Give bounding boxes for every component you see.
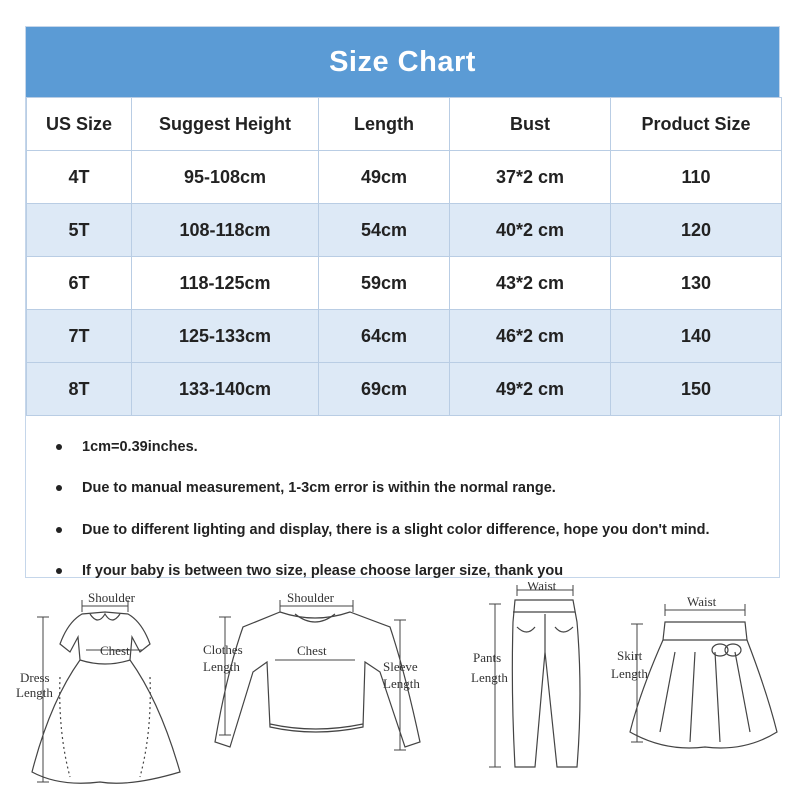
sleeve-length-label-2: Length <box>383 676 420 691</box>
cell-length: 54cm <box>319 204 450 257</box>
table-header-row <box>27 98 782 151</box>
note-item <box>56 426 779 468</box>
skirt-length-label: Skirt <box>617 648 643 663</box>
clothes-length-label-2: Length <box>203 659 240 674</box>
cell-us-size: 8T <box>27 363 132 416</box>
bullet-icon <box>56 568 62 574</box>
cell-us-size: 5T <box>27 204 132 257</box>
note-text: 1cm=0.39inches. <box>82 438 198 455</box>
cell-height: 133-140cm <box>132 363 319 416</box>
cell-bust: 43*2 cm <box>450 257 611 310</box>
chart-title: Size Chart <box>329 45 476 78</box>
bullet-icon <box>56 485 62 491</box>
cell-length: 64cm <box>319 310 450 363</box>
dress-length-label-2: Length <box>16 685 53 700</box>
clothes-length-label: Clothes <box>203 642 243 657</box>
table-row <box>27 363 782 416</box>
cell-height: 125-133cm <box>132 310 319 363</box>
cell-bust: 40*2 cm <box>450 204 611 257</box>
cell-length: 49cm <box>319 151 450 204</box>
cell-us-size: 4T <box>27 151 132 204</box>
cell-length: 69cm <box>319 363 450 416</box>
shirt-shoulder-label: Shoulder <box>287 590 334 605</box>
dress-shoulder-label: Shoulder <box>88 590 135 605</box>
cell-height: 108-118cm <box>132 204 319 257</box>
size-chart <box>25 26 780 578</box>
table-row <box>27 151 782 204</box>
header-suggest-height: Suggest Height <box>132 98 319 151</box>
header-bust: Bust <box>450 98 611 151</box>
title-bar <box>26 27 779 97</box>
cell-product-size: 150 <box>611 363 782 416</box>
table-row <box>27 257 782 310</box>
bullet-icon <box>56 444 62 450</box>
dress-length-label: Dress <box>20 670 50 685</box>
dress-diagram <box>10 582 190 800</box>
note-text: Due to different lighting and display, there is a slight color difference, hope you don't mind. <box>82 521 710 538</box>
cell-bust: 49*2 cm <box>450 363 611 416</box>
cell-length: 59cm <box>319 257 450 310</box>
pants-length-label-2: Length <box>471 670 508 685</box>
bullet-icon <box>56 527 62 533</box>
table-row <box>27 204 782 257</box>
pants-length-label: Pants <box>473 650 502 665</box>
cell-height: 118-125cm <box>132 257 319 310</box>
pants-waist-label: Waist <box>527 582 557 593</box>
cell-us-size: 7T <box>27 310 132 363</box>
cell-bust: 37*2 cm <box>450 151 611 204</box>
skirt-length-label-2: Length <box>611 666 648 681</box>
size-table <box>26 97 782 416</box>
cell-height: 95-108cm <box>132 151 319 204</box>
cell-product-size: 110 <box>611 151 782 204</box>
skirt-diagram <box>605 582 795 800</box>
pants-diagram <box>465 582 595 800</box>
cell-bust: 46*2 cm <box>450 310 611 363</box>
measurement-diagrams <box>0 582 800 800</box>
note-item <box>56 468 779 510</box>
skirt-waist-label: Waist <box>687 594 717 609</box>
note-item <box>56 509 779 551</box>
shirt-diagram <box>195 582 445 800</box>
note-text: Due to manual measurement, 1-3cm error is within the normal range. <box>82 480 556 497</box>
cell-product-size: 120 <box>611 204 782 257</box>
dress-chest-label: Chest <box>100 643 130 658</box>
cell-us-size: 6T <box>27 257 132 310</box>
cell-product-size: 130 <box>611 257 782 310</box>
notes-list <box>26 416 779 592</box>
table-row <box>27 310 782 363</box>
shirt-chest-label: Chest <box>297 643 327 658</box>
note-text: If your baby is between two size, please choose larger size, thank you <box>82 563 564 580</box>
cell-product-size: 140 <box>611 310 782 363</box>
header-us-size: US Size <box>27 98 132 151</box>
sleeve-length-label: Sleeve <box>383 659 418 674</box>
header-length: Length <box>319 98 450 151</box>
header-product-size: Product Size <box>611 98 782 151</box>
